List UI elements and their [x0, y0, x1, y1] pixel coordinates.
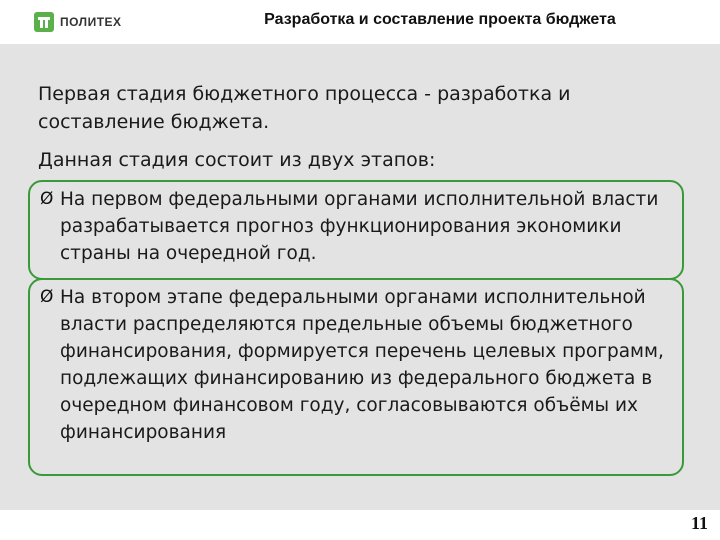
politeh-logo — [34, 11, 122, 33]
arrow-bullet-icon: Ø — [40, 287, 54, 307]
slide-title: Разработка и составление проекта бюджета — [264, 11, 616, 28]
intro-paragraph: Первая стадия бюджетного процесса - разработка и составление бюджета. — [38, 83, 571, 133]
stage-box-1 — [28, 180, 684, 280]
lead-paragraph: Данная стадия состоит из двух этапов: — [38, 149, 436, 171]
logo-text: ПОЛИТЕХ — [60, 15, 122, 29]
stage-2-text: На втором этапе федеральными органами исполнительной власти распределяются предельные объемы бюджетного финансирования, формируется перечень целевых программ, подлежащих финансированию из федерального бюджета в очередном финансовом году, согласовываются объёмы их финансирования — [60, 287, 664, 443]
stage-1-text: На первом федеральными органами исполнительной власти разрабатывается прогноз функционирования экономики страны на очередной год. — [60, 189, 659, 264]
page-number: 11 — [690, 513, 708, 533]
arrow-bullet-icon: Ø — [40, 189, 54, 209]
slide-content — [0, 44, 720, 510]
logo-mark-icon — [34, 12, 54, 32]
slide-header — [0, 0, 720, 44]
stage-box-2 — [28, 278, 684, 476]
